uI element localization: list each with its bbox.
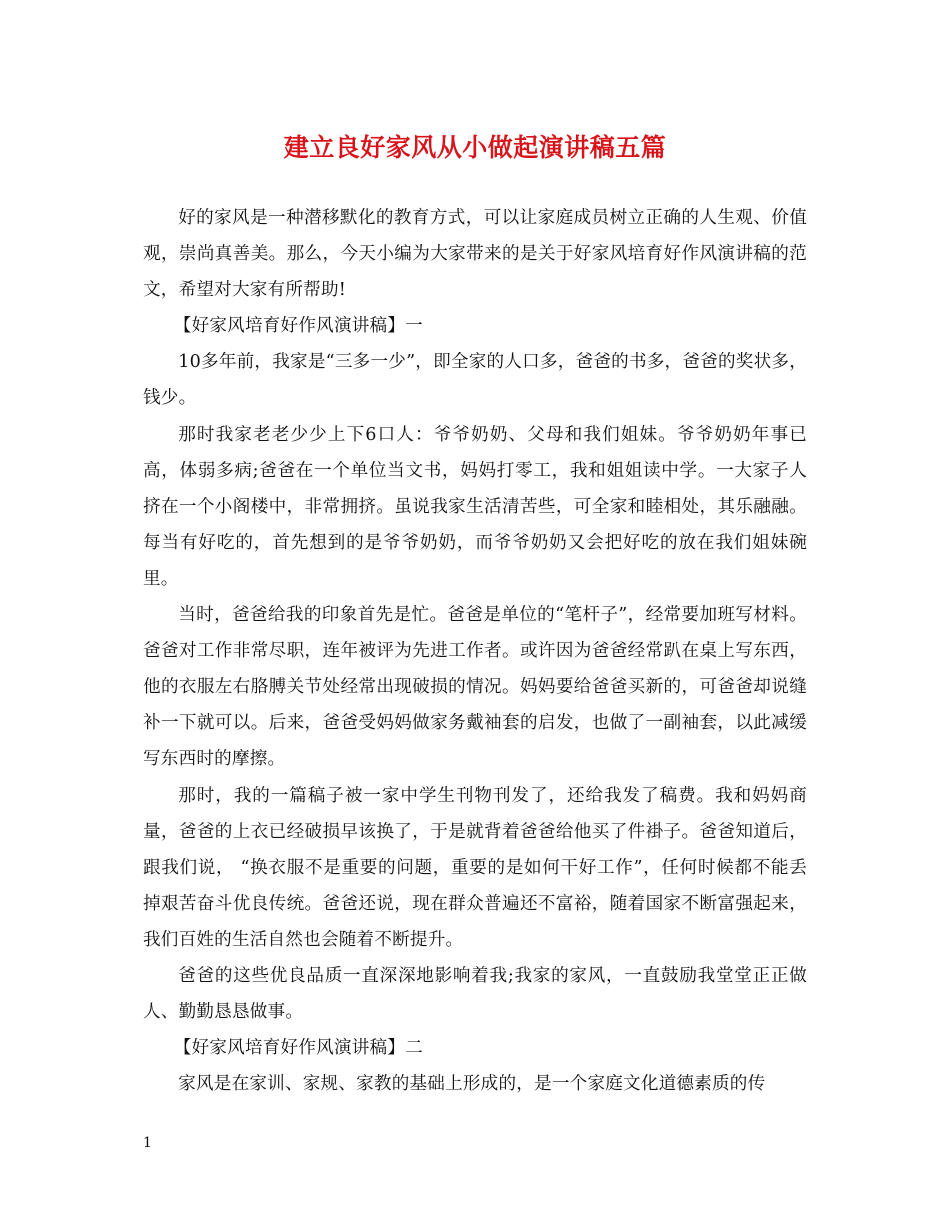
document-title: 建立良好家风从小做起演讲稿五篇	[283, 133, 667, 162]
body-paragraph: 那时我家老老少少上下6口人：爷爷奶奶、父母和我们姐妹。爷爷奶奶年事已高，体弱多病;爸爸在一个单位当文书，妈妈打零工，我和姐姐读中学。一大家子人挤在一个小阁楼中，非常拥挤。虽说我家生活清苦些，可全家和睦相处，其乐融融。每当有好吃的，首先想到的是爷爷奶奶，而爷爷奶奶又会把好吃的放在我们姐妹碗里。	[143, 424, 807, 589]
body-paragraph: 那时，我的一篇稿子被一家中学生刊物刊发了，还给我发了稿费。我和妈妈商量，爸爸的上衣已经破损早该换了，于是就背着爸爸给他买了件褂子。爸爸知道后，跟我们说， “换衣服不是重要的问题，重要的是如何干好工作”，任何时候都不能丢掉艰苦奋斗优良传统。爸爸还说，现在群众普遍还不富裕，随着国家不断富强起来，我们百姓的生活自然也会随着不断提升。	[143, 785, 807, 950]
document-body	[143, 200, 807, 1102]
body-paragraph: 当时，爸爸给我的印象首先是忙。爸爸是单位的“笔杆子”，经常要加班写材料。爸爸对工作非常尽职，连年被评为先进工作者。或许因为爸爸经常趴在桌上写东西，他的衣服左右胳膊关节处经常出现破损的情况。妈妈要给爸爸买新的，可爸爸却说缝补一下就可以。后来，爸爸受妈妈做家务戴袖套的启发，也做了一副袖套，以此减缓写东西时的摩擦。	[143, 605, 807, 770]
intro-paragraph: 好的家风是一种潜移默化的教育方式，可以让家庭成员树立正确的人生观、价值观，崇尚真善美。那么，今天小编为大家带来的是关于好家风培育好作风演讲稿的范文，希望对大家有所帮助!	[143, 208, 807, 301]
body-paragraph: 家风是在家训、家规、家教的基础上形成的，是一个家庭文化道德素质的传	[178, 1074, 766, 1095]
body-paragraph: 爸爸的这些优良品质一直深深地影响着我;我家的家风，一直鼓励我堂堂正正做人、勤勤恳恳做事。	[143, 965, 807, 1023]
body-paragraph: 10多年前，我家是“三多一少”，即全家的人口多，爸爸的书多，爸爸的奖状多，钱少。	[143, 352, 807, 409]
section-heading-2: 【好家风培育好作风演讲稿】二	[173, 1038, 423, 1059]
page-number: 1	[143, 1135, 152, 1151]
section-heading-1: 【好家风培育好作风演讲稿】一	[173, 316, 423, 337]
